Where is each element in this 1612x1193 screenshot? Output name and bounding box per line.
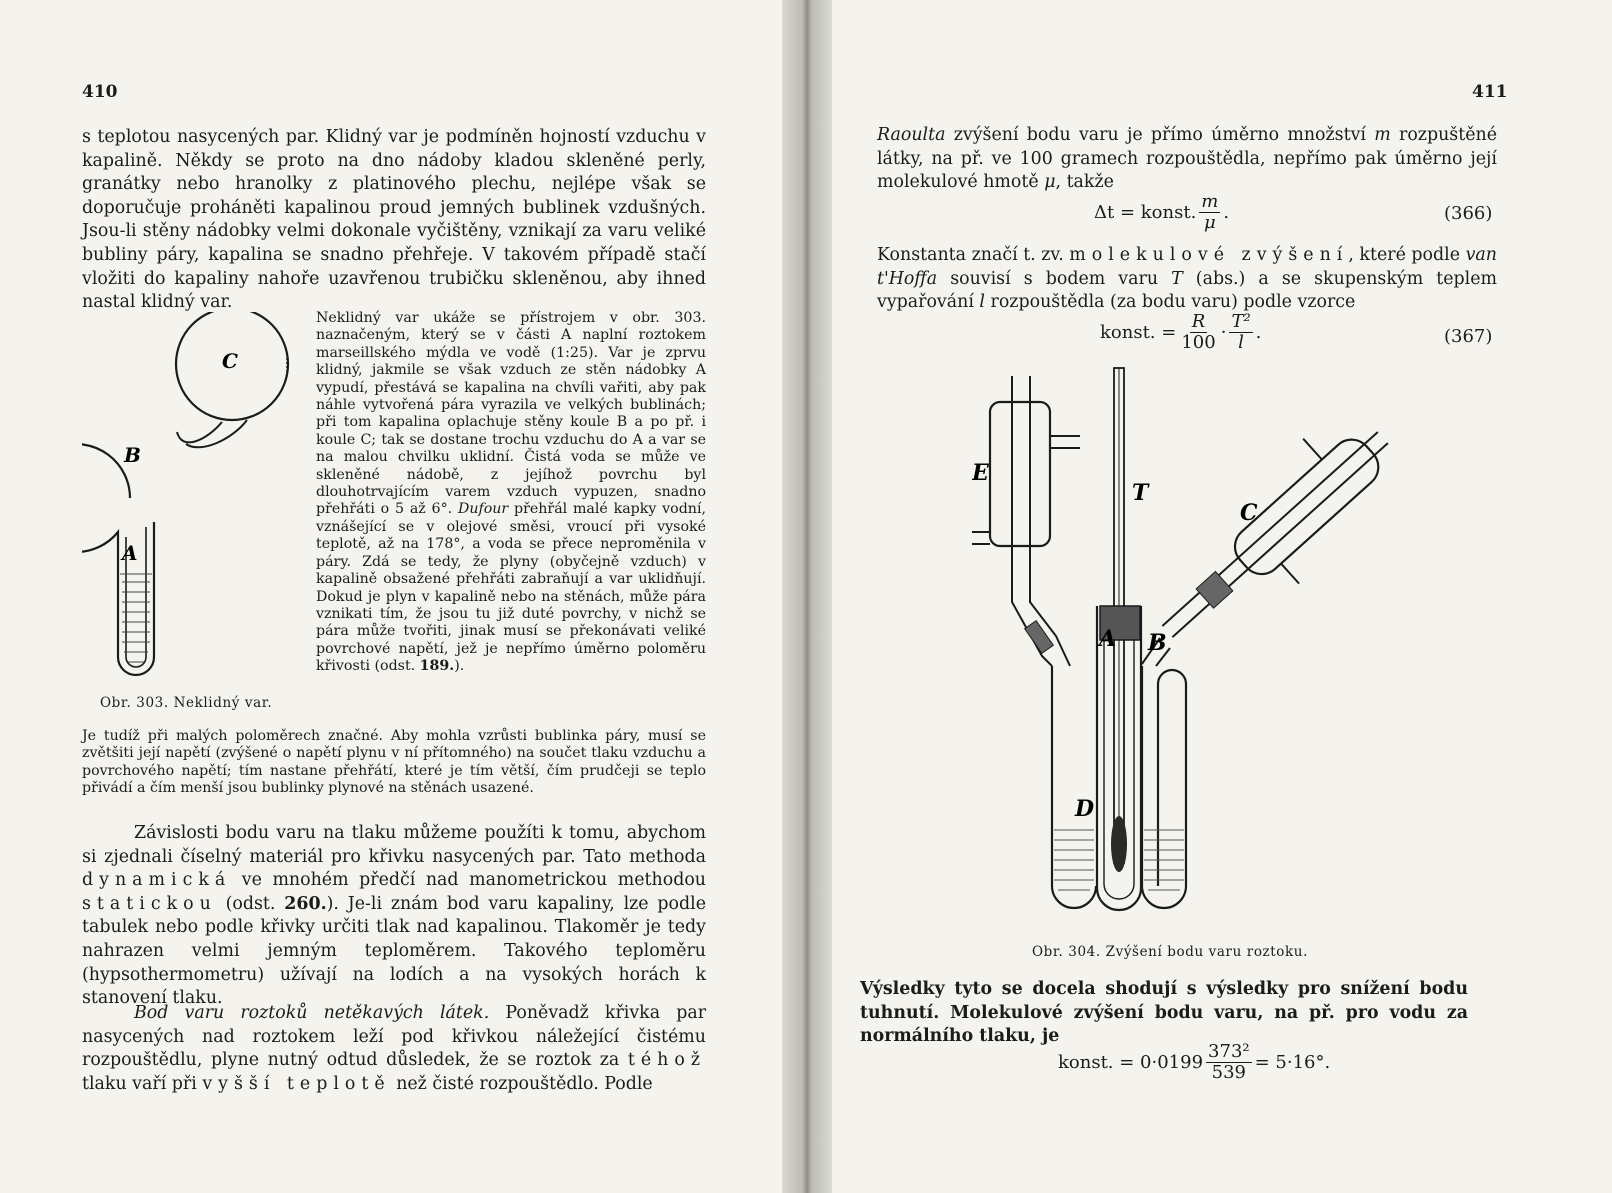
page-number-left: 410 bbox=[82, 82, 118, 102]
paragraph-text: Výsledky tyto se docela shodují s výsledky pro snížení bodu tuhnutí. Molekulové zvýšení bodu varu, na př. pro vodu za normálního tlaku, je bbox=[860, 979, 1468, 1047]
label-a: A bbox=[1099, 626, 1117, 652]
label-d: D bbox=[1075, 796, 1095, 822]
equation-final: konst. = 0·0199 $\frac{\text{373²}}{539}$ = 5·16°. bbox=[1058, 1041, 1331, 1083]
small-print-text: Neklidný var ukáže se přístrojem v obr. 303. naznačeným, který se v části A naplní roztokem marseillského mýdla ve vodě (1:25). Var je zprvu klidný, jakmile se však vzduch ze stěn nádobky A vypudí, přestává se kapalina na chvíli vařiti, aby pak náhle vytvořená pára vyrazila ve velkých bublinách; při tom kapalina oplachuje stěny koule B a po př. i koule C; tak se dostane trochu vzduchu do A a var se na malou chvilku uklidní. Čistá voda se může ve skleněné nádobě, z jejíhož povrchu byl dlouhotrvajícím varem vzduch vypuzen, snadno přehřáti o 5 až 6°. Dufour přehřál malé kapky vodní, vznášející se v olejové směsi, vroucí při vysoké teplotě, až na 178°, a voda se přece neproměnila v páry. Zdá se tedy, že plyny (obyčejně vzduch) v kapalině obsažené přehřáti zabraňují a var uklidňují. Dokud je plyn v kapalině nebo na stěnách, může pára vznikati tím, že jsou tu již duté povrchy, v nichž se pára může tvořiti, jinak musí se překonávati veliké povrchové napětí, jež je nepřímo úměrno poloměru křivosti (odst. 189.). bbox=[316, 310, 706, 675]
paragraph-text: Závislosti bodu varu na tlaku můžeme použíti k tomu, abychom si zjednali číselný materiál pro křivku nasycených par. Tato methoda dynamická ve mnohém předčí nad manometrickou methodou statickou (odst. 260.). Je-li znám bod varu kapaliny, lze podle tabulek nebo podle křivky určiti tlak nad kapalinou. Tlakoměr je tedy nahrazen velmi jemným teploměrem. Takového teploměru (hypsothermometru) užívají na lodích a na vysokých horách k stanovení tlaku. bbox=[82, 823, 707, 1009]
left-page bbox=[0, 0, 782, 1193]
paragraph-raoult bbox=[877, 124, 1497, 195]
small-print-full-width bbox=[82, 728, 706, 798]
figure-304-caption: Obr. 304. Zvýšení bodu varu roztoku. bbox=[1032, 944, 1308, 960]
equation-number-367: (367) bbox=[1444, 326, 1493, 347]
paragraph-vant-hoff bbox=[877, 244, 1497, 315]
equation-366: Δt = konst. $\frac{m}{\mu}$ . bbox=[1094, 191, 1230, 233]
paragraph-text: s teplotou nasycených par. Klidný var je podmíněn hojností vzduchu v kapalině. Někdy se proto na dno nádoby kladou skleněné perly, granátky nebo hranolky z platinového plechu, nejlépe však se doporučuje proháněti kapalinou proud jemných bublinek vzdušných. Jsou-li stěny nádobky velmi dokonale vyčištěny, vznikají za varu veliké bubliny páry, kapalina se snadno přehřeje. V takovém případě stačí vložiti do kapaliny nahoře uzavřenou trubičku skleněnou, aby ihned nastal klidný var. bbox=[82, 127, 706, 313]
label-b: B bbox=[124, 443, 141, 467]
small-print-column bbox=[316, 310, 706, 676]
paragraph-dynamic-method bbox=[82, 822, 706, 1011]
label-c: C bbox=[222, 349, 238, 373]
book-gutter bbox=[782, 0, 832, 1193]
label-e: E bbox=[972, 460, 989, 486]
label-c: C bbox=[1240, 500, 1258, 526]
paragraph-intro bbox=[82, 126, 706, 315]
paragraph-results bbox=[860, 978, 1468, 1049]
page-number-right: 411 bbox=[1472, 82, 1508, 102]
label-t: T bbox=[1132, 480, 1149, 506]
label-b: B bbox=[1148, 630, 1167, 656]
figure-303-flask bbox=[82, 312, 296, 684]
paragraph-solutions bbox=[82, 1002, 706, 1096]
right-page bbox=[832, 0, 1612, 1193]
equation-number-366: (366) bbox=[1444, 203, 1493, 224]
equation-367: konst. = $\frac{R}{100}$ · $\frac{\text{T²}}{l}$ . bbox=[1100, 311, 1262, 353]
paragraph-text: Raoulta zvýšení bodu varu je přímo úměrno množství m rozpuštěné látky, na př. ve 100 gramech rozpouštědla, nepřímo pak úměrno její molekulové hmotě μ, takže bbox=[877, 125, 1497, 193]
paragraph-text: Bod varu roztoků netěkavých látek. Poněvadž křivka par nasycených nad roztokem leží pod křivkou náležející čistému rozpouštědlu, plyne nutný odtud důsledek, že se roztok za téhož tlaku vaří při vyšší teplotě než čisté rozpouštědlo. Podle bbox=[82, 1003, 707, 1094]
small-print-text: Je tudíž při malých poloměrech značné. Aby mohla vzrůsti bublinka páry, musí se zvětšiti její napětí (zvýšené o napětí plynu v ní přítomného) na součet tlaku vzduchu a povrchového napětí; tím nastane přehřátí, které je tím větší, čím prudčeji se teplo přivádí a čím menší jsou bublinky plynové na stěnách usazené. bbox=[82, 728, 706, 797]
paragraph-text: Konstanta značí t. zv. molekulové zvýšení, které podle van t'Hoffa souvisí s bodem varu T (abs.) a se skupenským teplem vypařování l rozpouštědla (za bodu varu) podle vzorce bbox=[877, 245, 1498, 313]
figure-304-apparatus bbox=[972, 366, 1392, 926]
label-a: A bbox=[122, 541, 138, 565]
figure-303-caption: Obr. 303. Neklidný var. bbox=[100, 695, 273, 711]
